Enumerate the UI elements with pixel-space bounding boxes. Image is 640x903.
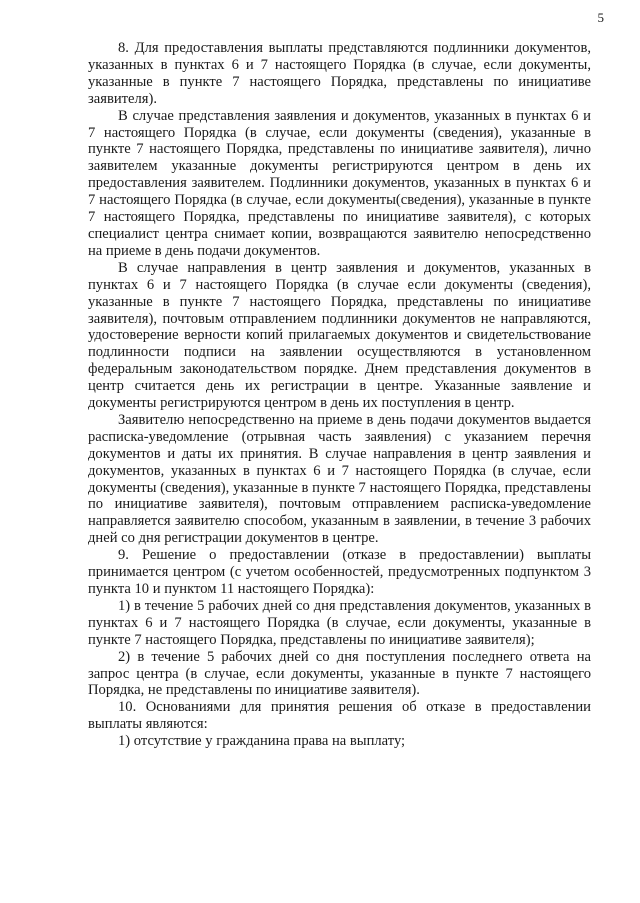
paragraph-item-8: 8. Для предоставления выплаты представляются подлинники документов, указанных в пунктах 6 и 7 настоящего Порядка (в случае, если документы, указанные в пункте 7 настоящего Порядка, представлены по инициативе заявителя).: [88, 40, 591, 107]
paragraph-item-9-sub-1: 1) в течение 5 рабочих дней со дня представления документов, указанных в пунктах 6 и 7 настоящего Порядка (в случае, если документы, указанные в пункте 7 настоящего Порядка, представлены по инициативе заявителя);: [88, 597, 591, 648]
paragraph-item-9: 9. Решение о предоставлении (отказе в предоставлении) выплаты принимается центром (с учетом особенностей, предусмотренных подпунктом 3 пункта 10 и пунктом 11 настоящего Порядка):: [88, 547, 591, 597]
paragraph-personal-submission: В случае представления заявления и документов, указанных в пунктах 6 и 7 настоящего Порядка (в случае, если документы (сведения), указанные в пункте 7 настоящего Порядка, представлены по инициативе заявителя), лично заявителем указанные документы регистрируются центром в день их предоставления заявителем. Подлинники документов, указанных в пунктах 6 и 7 настоящего Порядка (в случае, если документы(сведения), указанные в пункте 7 настоящего Порядка, представлены по инициативе заявителя), с которых специалист центра снимает копии, возвращаются заявителю непосредственно на приеме в день подачи документов.: [88, 107, 591, 259]
paragraph-item-9-sub-2: 2) в течение 5 рабочих дней со дня поступления последнего ответа на запрос центра (в случае, если документы, указанные в пункте 7 настоящего Порядка, не представлены по инициативе заявителя).: [88, 648, 591, 699]
paragraph-receipt-notice: Заявителю непосредственно на приеме в день подачи документов выдается расписка-уведомление (отрывная часть заявления) с указанием перечня документов и даты их принятия. В случае направления в центр заявления и документов, указанных в пунктах 6 и 7 настоящего Порядка (в случае, если документы (сведения), указанные в пункте 7 настоящего Порядка, представлены по инициативе заявителя), почтовым отправлением расписка-уведомление направляется заявителю способом, указанным в заявлении, в течение 3 рабочих дней со дня регистрации документов в центре.: [88, 411, 591, 547]
paragraph-postal-submission: В случае направления в центр заявления и документов, указанных в пунктах 6 и 7 настоящего Порядка (в случае если документы (сведения), указанные в пункте 7 настоящего Порядка, представлены по инициативе заявителя), почтовым отправлением подлинники документов не направляются, удостоверение верности копий прилагаемых документов и свидетельствование подлинности подписи на заявлении осуществляются в установленном федеральным законодательством порядке. Днем представления документов в центр считается день их регистрации в центре. Указанные заявление и документы регистрируются центром в день их поступления в центр.: [88, 259, 591, 412]
page-number: 5: [597, 10, 604, 25]
document-body: [88, 40, 591, 750]
paragraph-item-10: 10. Основаниями для принятия решения об отказе в предоставлении выплаты являются:: [88, 699, 591, 733]
paragraph-item-10-sub-1: 1) отсутствие у гражданина права на выплату;: [118, 733, 406, 750]
